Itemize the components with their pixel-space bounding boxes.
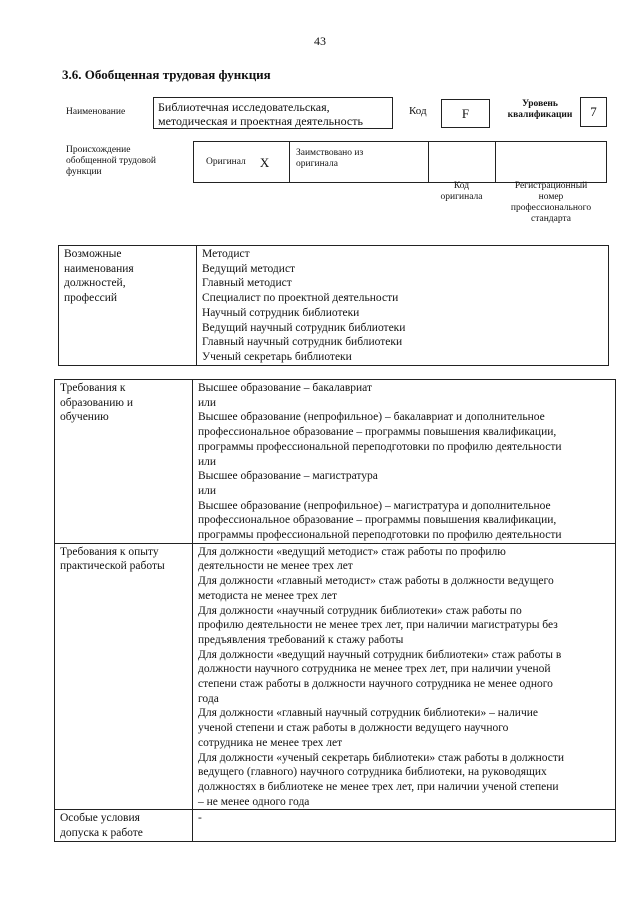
text-line: - xyxy=(198,812,202,825)
positions-table xyxy=(58,245,609,366)
label-line: профессий xyxy=(64,292,118,305)
caption-line: Код xyxy=(453,181,470,191)
text-line: или xyxy=(198,396,217,409)
label-line: обучению xyxy=(60,411,109,424)
text-line: методиста не менее трех лет xyxy=(198,589,338,602)
qualification-level-value: 7 xyxy=(580,97,607,127)
special-conditions-value xyxy=(193,810,616,841)
original-cell xyxy=(194,142,290,182)
caption-line: Регистрационный xyxy=(514,181,588,191)
text-line: года xyxy=(198,692,219,705)
text-line: профессиональное образование – программы повышения квалификации, xyxy=(198,514,557,527)
education-label xyxy=(55,380,193,544)
text-line: предъявления требований к стажу работы xyxy=(198,633,404,646)
name-label: Наименование xyxy=(66,107,126,117)
text-line: ведущего (главного) научного сотрудника библиотеки, на руководящих xyxy=(198,766,547,779)
label-line: практической работы xyxy=(60,560,165,573)
caption-line: номер xyxy=(538,192,564,202)
caption-line: стандарта xyxy=(531,214,571,224)
borrowed-label-line: Заимствовано из xyxy=(296,148,364,158)
text-line: Высшее образование (непрофильное) – бакалавриат и дополнительное xyxy=(198,411,545,424)
list-item: Научный сотрудник библиотеки xyxy=(202,306,360,319)
text-line: деятельности не менее трех лет xyxy=(198,560,353,573)
origin-table xyxy=(193,141,607,183)
origin-label-line: Происхождение xyxy=(66,145,131,155)
text-line: Высшее образование (непрофильное) – магистратура и дополнительное xyxy=(198,499,551,512)
text-line: или xyxy=(198,484,217,497)
borrowed-cell xyxy=(290,142,429,182)
label-line: допуска к работе xyxy=(60,827,143,840)
origin-label-line: функции xyxy=(66,167,102,177)
level-label-line: квалификации xyxy=(507,110,573,120)
label-line: Требования к xyxy=(60,382,126,394)
text-line: ученой степени и стаж работы в должности ведущего научного xyxy=(198,722,509,735)
list-item: Ведущий методист xyxy=(202,262,296,275)
caption-line: профессионального xyxy=(510,203,592,213)
function-name-field xyxy=(153,97,393,129)
text-line: Для должности «ученый секретарь библиотеки» стаж работы в должности xyxy=(198,751,565,764)
text-line: Для должности «главный научный сотрудник библиотеки» – наличие xyxy=(198,707,539,720)
label-line: наименования xyxy=(64,262,134,275)
level-label-line: Уровень xyxy=(522,99,558,109)
special-conditions-label xyxy=(55,810,193,841)
text-line: Для должности «ведущий методист» стаж работы по профилю xyxy=(198,545,506,558)
text-line: должностях в библиотеке не менее трех лет, при наличии ученой степени xyxy=(198,780,559,793)
requirements-table xyxy=(54,379,616,842)
label-line: Особые условия xyxy=(60,812,140,825)
reg-number-cell xyxy=(496,142,606,182)
text-line: или xyxy=(198,455,217,468)
origin-label xyxy=(66,145,181,178)
borrowed-label-line: оригинала xyxy=(296,159,338,169)
text-line: Для должности «научный сотрудник библиотеки» стаж работы по xyxy=(198,604,522,617)
positions-label xyxy=(59,246,197,366)
text-line: Для должности «главный методист» стаж работы в должности ведущего xyxy=(198,575,554,588)
code-value: F xyxy=(441,99,490,128)
reg-number-caption xyxy=(495,181,607,225)
text-line: профессиональное образование – программы повышения квалификации, xyxy=(198,426,557,439)
text-line: Для должности «ведущий научный сотрудник библиотеки» стаж работы в xyxy=(198,648,562,661)
list-item: Ведущий научный сотрудник библиотеки xyxy=(202,321,406,334)
code-original-caption xyxy=(428,181,495,203)
label-line: Возможные xyxy=(64,248,122,260)
section-title: 3.6. Обобщенная трудовая функция xyxy=(62,67,271,82)
experience-requirements xyxy=(193,543,616,810)
list-item: Главный научный сотрудник библиотеки xyxy=(202,336,403,349)
list-item: Ученый секретарь библиотеки xyxy=(202,350,352,363)
table-row xyxy=(59,246,609,366)
text-line: Высшее образование – бакалавриат xyxy=(198,382,372,394)
text-line: степени стаж работы в должности научного сотрудника не менее одного xyxy=(198,678,553,691)
original-label: Оригинал xyxy=(206,156,246,167)
list-item: Специалист по проектной деятельности xyxy=(202,292,399,305)
caption-line: оригинала xyxy=(440,192,483,202)
page-number: 43 xyxy=(314,34,326,48)
experience-label xyxy=(55,543,193,810)
table-row xyxy=(55,380,616,544)
label-line: должностей, xyxy=(64,277,126,290)
text-line: должности научного сотрудника не менее трех лет, при наличии ученой xyxy=(198,663,551,676)
code-original-cell xyxy=(429,142,496,182)
education-requirements xyxy=(193,380,616,544)
original-mark: X xyxy=(259,154,270,170)
label-line: образованию и xyxy=(60,396,133,409)
function-name-line: Библиотечная исследовательская, xyxy=(158,100,330,114)
list-item: Главный методист xyxy=(202,277,292,290)
table-row xyxy=(55,543,616,810)
origin-label-line: обобщенной трудовой xyxy=(66,156,156,166)
positions-list xyxy=(197,246,609,366)
text-line: программы профессиональной переподготовки по профилю деятельности xyxy=(198,529,562,542)
table-row xyxy=(55,810,616,841)
text-line: – не менее одного года xyxy=(198,795,310,808)
text-line: сотрудника не менее трех лет xyxy=(198,736,343,749)
code-label: Код xyxy=(409,105,427,117)
text-line: Высшее образование – магистратура xyxy=(198,470,378,483)
text-line: профилю деятельности не менее трех лет, при наличии магистратуры без xyxy=(198,619,558,632)
label-line: Требования к опыту xyxy=(60,545,159,558)
list-item: Методист xyxy=(202,248,250,260)
function-name-line: методическая и проектная деятельность xyxy=(158,114,363,128)
text-line: программы профессиональной переподготовки по профилю деятельности xyxy=(198,440,562,453)
qualification-level-label xyxy=(503,99,577,121)
